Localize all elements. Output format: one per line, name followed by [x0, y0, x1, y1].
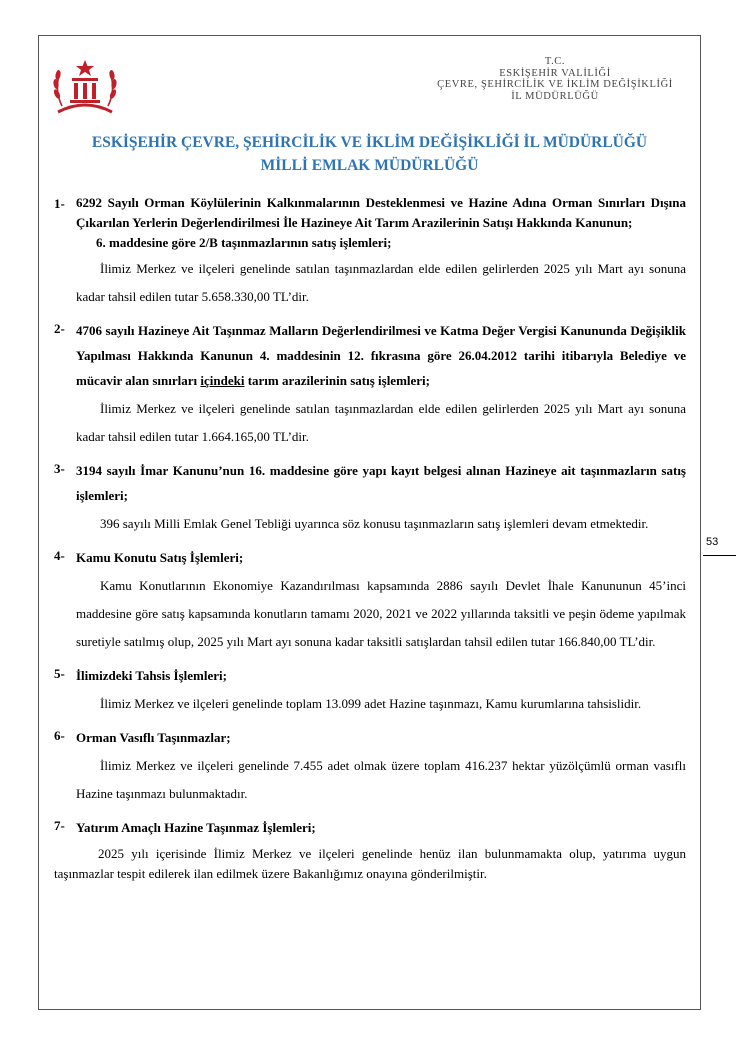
- item-heading: Yatırım Amaçlı Hazine Taşınmaz İşlemleri;: [76, 820, 316, 835]
- header-line: ÇEVRE, ŞEHİRCİLİK VE İKLİM DEĞİŞİKLİĞİ: [437, 79, 673, 90]
- item-number: 6-: [54, 728, 65, 743]
- item-heading: Orman Vasıflı Taşınmazlar;: [76, 730, 231, 745]
- item-number: 7-: [54, 818, 65, 833]
- item-paragraph: 396 sayılı Milli Emlak Genel Tebliği uyarınca söz konusu taşınmazların satış işlemleri devam etmektedir.: [100, 516, 649, 531]
- item-heading: İlimizdeki Tahsis İşlemleri;: [76, 668, 227, 683]
- item-paragraph: 2025 yılı içerisinde İlimiz Merkez ve ilçeleri genelinde henüz ilan bulunmamakta olup, yatırıma uygun taşınmazlar tespit edilerek ilan edilmek üzere Bakanlığımız onayına gönderilmiştir.: [54, 846, 686, 881]
- list-item: [54, 725, 686, 808]
- ministry-logo: [50, 50, 120, 120]
- item-heading: Kamu Konutu Satış İşlemleri;: [76, 550, 244, 565]
- page-number: 53: [706, 536, 719, 548]
- item-number: 4-: [54, 548, 65, 563]
- document-title: ESKİŞEHİR ÇEVRE, ŞEHİRCİLİK VE İKLİM DEĞİŞİKLİĞİ İL MÜDÜRLÜĞÜ: [91, 134, 648, 151]
- item-paragraph: İlimiz Merkez ve ilçeleri genelinde satılan taşınmazlardan elde edilen gelirlerden 2025 yılı Mart ayı sonuna kadar tahsil edilen tutar 5.658.330,00 TL’dir.: [76, 261, 686, 304]
- heading-part: tarım arazilerinin satış işlemleri;: [247, 373, 430, 388]
- item-heading: 3194 sayılı İmar Kanunu’nun 16. maddesine göre yapı kayıt belgesi alınan Hazineye ait taşınmazların satış işlemleri;: [76, 463, 686, 503]
- item-paragraph: İlimiz Merkez ve ilçeleri genelinde 7.455 adet olmak üzere toplam 416.237 hektar yüzölçümlü orman vasıflı Hazine taşınmazı bulunmaktadır.: [76, 758, 686, 801]
- item-paragraph: Kamu Konutlarının Ekonomiye Kazandırılması kapsamında 2886 sayılı Devlet İhale Kanununun 45’inci maddesine göre satış kapsamında konutların tamamı 2020, 2021 ve 2022 yıllarında taksitli ve peşin ödeme yapılmak suretiyle satılmış olup, 2025 yılı Mart ayı sonuna kadar taksitli satışlardan tahsil edilen tutar 166.840,00 TL’dir.: [76, 578, 686, 649]
- list-item: [54, 663, 686, 718]
- header-line: T.C.: [544, 56, 566, 67]
- item-paragraph: İlimiz Merkez ve ilçeleri genelinde toplam 13.099 adet Hazine taşınmazı, Kamu kurumlarına tahsislidir.: [100, 696, 642, 711]
- list-item: [54, 318, 686, 451]
- item-heading: [76, 318, 686, 393]
- item-number: 1-: [54, 196, 65, 211]
- underlined-word: içindeki: [200, 373, 245, 388]
- item-number: 2-: [54, 321, 65, 336]
- header-line: ESKİŞEHİR VALİLİĞİ: [499, 67, 611, 79]
- item-heading: 6292 Sayılı Orman Köylülerinin Kalkınmalarının Desteklenmesi ve Hazine Adına Orman Sınırları Dışına Çıkarılan Yerlerin Değerlendirilmesi İle Hazineye Ait Tarım Arazilerinin Satışı Hakkında Kanunun;: [76, 195, 686, 230]
- document-subtitle: MİLLİ EMLAK MÜDÜRLÜĞÜ: [260, 157, 479, 174]
- item-number: 3-: [54, 461, 65, 476]
- list-item: [54, 193, 686, 311]
- institution-header: [420, 56, 690, 102]
- list-item: [54, 545, 686, 656]
- item-subheading: 6. maddesine göre 2/B taşınmazlarının satış işlemleri;: [96, 235, 392, 250]
- item-number: 5-: [54, 666, 65, 681]
- list-item: [54, 458, 686, 538]
- heading-part: 4706 sayılı Hazineye Ait Taşınmaz Malların Değerlendirilmesi ve Katma Değer Vergisi Kanununda Değişiklik Yapılması Hakkında Kanunun 4. maddesinin 12. fıkrasına göre 26.04.2012 tarihi itibarıyla Belediye ve mücavir alan sınırları: [76, 323, 686, 388]
- document-body: [54, 193, 686, 891]
- page-number-rule: [703, 555, 736, 556]
- header-line: İL MÜDÜRLÜĞÜ: [511, 90, 599, 102]
- item-paragraph: İlimiz Merkez ve ilçeleri genelinde satılan taşınmazlardan elde edilen gelirlerden 2025 yılı Mart ayı sonuna kadar tahsil edilen tutar 1.664.165,00 TL’dir.: [76, 401, 686, 444]
- list-item: [54, 815, 686, 884]
